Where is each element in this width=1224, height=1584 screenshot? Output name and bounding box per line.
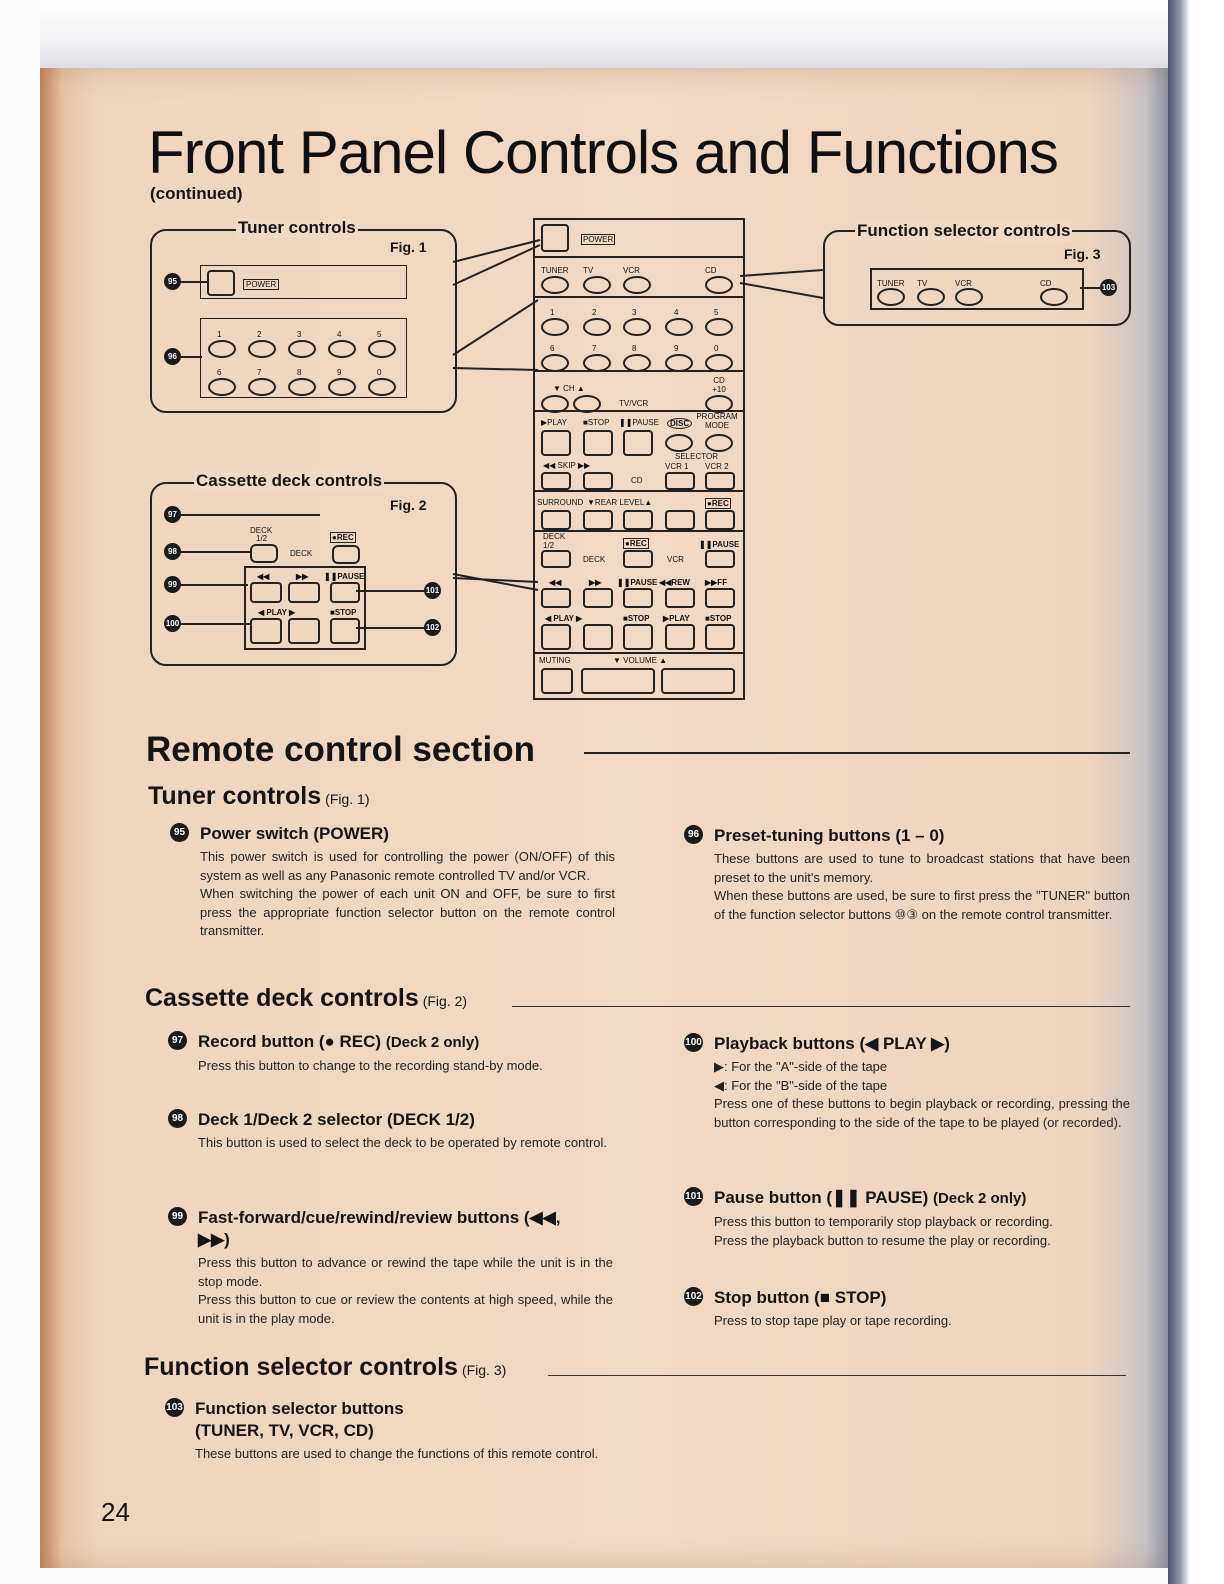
remote-selector-label: TUNER <box>541 266 569 275</box>
item-num: 103 <box>165 1398 184 1417</box>
remote-ch-label: ▼ CH ▲ <box>553 384 585 393</box>
item-title: Power switch (POWER) <box>200 824 389 843</box>
item-num: 100 <box>684 1033 703 1052</box>
item-title-text: Record button (● REC) <box>198 1032 382 1051</box>
item-body: These buttons are used to change the functions of this remote control. <box>195 1446 599 1461</box>
item-num: 98 <box>168 1109 187 1128</box>
item-body: This button is used to select the deck to be operated by remote control. <box>198 1135 608 1150</box>
remote-divider <box>535 296 743 298</box>
remote-cd-stop <box>583 430 613 456</box>
cassette-heading-fig: (Fig. 2) <box>422 993 468 1009</box>
remote-muting-button <box>541 668 573 694</box>
remote-deck-rec-button <box>623 550 653 568</box>
remote-digit-label: 0 <box>714 344 719 353</box>
fig1-label: Fig. 1 <box>390 239 427 255</box>
remote-vcr-ff <box>705 588 735 608</box>
remote-selector-label: SELECTOR <box>675 452 718 461</box>
remote-skip-label: ◀◀ SKIP ▶▶ <box>543 461 591 470</box>
cassette-heading <box>145 984 467 1013</box>
remote-digit-button <box>583 318 611 336</box>
fig3-selector-label: CD <box>1040 279 1052 288</box>
remote-rec-label: ●REC <box>707 499 729 508</box>
item-num: 97 <box>168 1031 187 1050</box>
remote-surround-label: SURROUND <box>537 498 584 507</box>
fig1-digit-label: 6 <box>217 368 222 377</box>
remote-vcr2-button <box>705 472 735 490</box>
fig1-title: Tuner controls <box>238 218 356 237</box>
remote-vcr-pause-button <box>705 550 735 568</box>
fig2-pause-label: ❚❚PAUSE <box>324 572 365 581</box>
remote-digit-button <box>705 318 733 336</box>
remote-play-label: ▶PLAY <box>541 418 568 427</box>
section-rule <box>584 752 1130 754</box>
fig2-deck-label: DECK <box>250 526 273 535</box>
function-heading-text: Function selector controls <box>144 1353 458 1381</box>
remote-disc-button <box>665 434 693 452</box>
fig1-digit-label: 7 <box>257 368 262 377</box>
remote-rew-label: ◀◀ <box>549 578 562 587</box>
cassette-rule <box>512 1006 1130 1007</box>
item-body: Press this button to advance or rewind the tape while the unit is in the stop mode. <box>198 1255 613 1289</box>
remote-vcr-play <box>665 624 695 650</box>
item-96 <box>687 825 1130 924</box>
remote-deck-rew <box>541 588 571 608</box>
fig3-selector-label: TV <box>917 279 928 288</box>
callout-97: 97 <box>164 506 181 523</box>
remote-disc-label: DISC <box>667 418 692 429</box>
remote-power-label: POWER <box>583 235 614 244</box>
item-97 <box>171 1031 613 1076</box>
remote-vcr-stop <box>705 624 735 650</box>
fig1-digit-label: 0 <box>377 368 382 377</box>
item-num: 102 <box>684 1287 703 1306</box>
fig3-title: Function selector controls <box>857 221 1071 240</box>
item-103 <box>166 1398 615 1464</box>
fig1-digit-label: 8 <box>297 368 302 377</box>
remote-volume-down <box>581 668 655 694</box>
item-title-note: (Deck 2 only) <box>932 1190 1027 1207</box>
remote-program-label: PROGRAM MODE <box>696 412 738 430</box>
remote-vcr1-label: VCR 1 <box>665 462 689 471</box>
remote-vcr-play-label: ▶PLAY <box>663 614 690 623</box>
item-title <box>198 1031 613 1054</box>
remote-deck-button <box>541 550 571 568</box>
remote-vcr-label: VCR <box>667 555 684 564</box>
item-102 <box>685 1287 1130 1331</box>
remote-selector-label: CD <box>705 266 717 275</box>
remote-digit-button <box>665 318 693 336</box>
remote-deck-word: DECK <box>583 555 606 564</box>
callout-99: 99 <box>164 576 181 593</box>
fig3-label: Fig. 3 <box>1064 246 1101 262</box>
fig2-deck-sub: 1/2 <box>256 534 268 543</box>
remote-vcr-stop-label: ■STOP <box>705 614 732 623</box>
callout-95: 95 <box>164 273 181 290</box>
remote-digit-label: 8 <box>632 344 637 353</box>
fig1-digit-label: 4 <box>337 330 342 339</box>
remote-digit-button <box>623 318 651 336</box>
fig2-play-label: ◀ PLAY ▶ <box>258 608 296 617</box>
item-body: Press one of these buttons to begin playback or recording, pressing the button corresponding to the side of the tape to be played (or recorded). <box>714 1096 1130 1130</box>
item-title: Deck 1/Deck 2 selector (DECK 1/2) <box>198 1110 475 1129</box>
item-num: 96 <box>684 825 703 844</box>
item-body: These buttons are used to tune to broadcast stations that have been preset to the unit's memory. <box>714 851 1130 885</box>
remote-tvvcr-label: TV/VCR <box>619 399 649 408</box>
fig2-title: Cassette deck controls <box>196 471 383 490</box>
remote-ff-label: ▶▶ <box>589 578 602 587</box>
remote-deck-stop <box>623 624 653 650</box>
fig3-selector-label: VCR <box>955 279 972 288</box>
fig3-selector-label: TUNER <box>877 279 905 288</box>
item-title: Playback buttons (◀ PLAY ▶) <box>714 1034 950 1053</box>
remote-vcr-rew <box>665 588 695 608</box>
fig2-stop-label: ■STOP <box>330 608 357 617</box>
item-num: 101 <box>684 1187 703 1206</box>
item-title: Fast-forward/cue/rewind/review buttons (◀◀, ▶▶) <box>198 1208 561 1249</box>
remote-digit-label: 3 <box>632 308 637 317</box>
remote-volume-up <box>661 668 735 694</box>
remote-cd-label: CD <box>631 476 643 485</box>
remote-deck-play-a <box>583 624 613 650</box>
remote-selector-button <box>623 276 651 294</box>
remote-program-button <box>705 434 733 452</box>
remote-rear-label: ▼REAR LEVEL▲ <box>587 498 653 507</box>
remote-digit-label: 7 <box>592 344 597 353</box>
item-title: Function selector buttons (TUNER, TV, VCR, CD) <box>195 1399 404 1440</box>
item-body-2: Press the playback button to resume the play or recording. <box>714 1232 1051 1248</box>
remote-vcr-rew-label: ◀◀REW <box>659 578 690 587</box>
item-title: Preset-tuning buttons (1 – 0) <box>714 826 945 845</box>
item-num: 95 <box>170 823 189 842</box>
callout-98: 98 <box>164 543 181 560</box>
remote-deck-pause-label: ❚❚PAUSE <box>617 578 658 587</box>
callout-100: 100 <box>164 615 181 632</box>
remote-deck-pause <box>623 588 653 608</box>
remote-pause-label: ❚❚PAUSE <box>619 418 659 427</box>
item-line-2: ◀: For the "B"-side of the tape <box>714 1077 888 1093</box>
fig2-label: Fig. 2 <box>390 497 427 513</box>
item-line-1: ▶: For the "A"-side of the tape <box>714 1059 888 1074</box>
item-101 <box>685 1187 1130 1250</box>
remote-diagram <box>533 218 745 700</box>
remote-selector-button <box>705 276 733 294</box>
item-title <box>714 1187 1130 1210</box>
item-body-2: When switching the power of each unit ON and OFF, be sure to first press the appropriate function selector button on the remote control transmitter. <box>200 886 615 938</box>
item-98 <box>171 1109 613 1153</box>
item-body-2: When these buttons are used, be sure to first press the "TUNER" button of the function selector buttons ⑩③ on the remote control transmitter. <box>714 888 1130 922</box>
remote-stop-label: ■STOP <box>583 418 610 427</box>
function-heading <box>144 1353 506 1382</box>
remote-vcr-rec-a <box>665 510 695 530</box>
item-num: 99 <box>168 1207 187 1226</box>
remote-divider <box>535 490 743 492</box>
remote-digit-label: 4 <box>674 308 679 317</box>
remote-divider <box>535 370 743 372</box>
remote-volume-label: ▼ VOLUME ▲ <box>613 656 668 665</box>
remote-skip-fwd <box>583 472 613 490</box>
item-95 <box>173 823 615 941</box>
item-title-text: Pause button (❚❚ PAUSE) <box>714 1188 929 1207</box>
tuner-heading <box>148 782 370 811</box>
remote-muting-label: MUTING <box>539 656 571 665</box>
remote-selector-button <box>541 276 569 294</box>
tuner-heading-fig: (Fig. 1) <box>325 791 370 807</box>
fig1-digit-label: 2 <box>257 330 262 339</box>
remote-deck-ff <box>583 588 613 608</box>
fig1-digit-label: 3 <box>297 330 302 339</box>
remote-deck-label: DECK 1/2 <box>543 532 566 550</box>
fig1-digit-label: 9 <box>337 368 342 377</box>
cassette-heading-text: Cassette deck controls <box>145 984 419 1012</box>
fig2-ff-label: ▶▶ <box>296 572 309 581</box>
remote-digit-label: 9 <box>674 344 679 353</box>
remote-selector-label: TV <box>583 266 594 275</box>
remote-vcr2-label: VCR 2 <box>705 462 729 471</box>
remote-rear-up <box>623 510 653 530</box>
fig1-power-label: POWER <box>243 279 279 290</box>
remote-digit-label: 2 <box>592 308 597 317</box>
item-99 <box>171 1207 613 1328</box>
fig2-deck-word: DECK <box>290 549 313 558</box>
item-title: Stop button (■ STOP) <box>714 1288 887 1307</box>
remote-vcr-rec-b <box>705 510 735 530</box>
callout-103: 103 <box>1100 279 1117 296</box>
tuner-heading-text: Tuner controls <box>148 782 322 810</box>
remote-digit-button <box>541 318 569 336</box>
remote-vcr-ff-label: ▶▶FF <box>705 578 728 587</box>
remote-rear-down <box>583 510 613 530</box>
remote-deck-play-label: ◀ PLAY ▶ <box>545 614 583 623</box>
item-body-2: Press this button to cue or review the contents at high speed, while the unit is in the play mode. <box>198 1292 613 1326</box>
page-subtitle: (continued) <box>150 184 243 203</box>
callout-102: 102 <box>424 619 441 636</box>
remote-deck-rec-label: ●REC <box>625 539 647 548</box>
item-body: Press this button to temporarily stop playback or recording. <box>714 1214 1053 1229</box>
fig2-rew-label: ◀◀ <box>257 572 270 581</box>
remote-deck-play-b <box>541 624 571 650</box>
remote-vcr-pause-label: ❚❚PAUSE <box>699 540 740 549</box>
item-body: Press this button to change to the recording stand-by mode. <box>198 1058 543 1073</box>
remote-power-button <box>541 224 569 252</box>
item-title-note: (Deck 2 only) <box>385 1034 480 1051</box>
remote-surround-button <box>541 510 571 530</box>
item-body: This power switch is used for controlling the power (ON/OFF) of this system as well as any Panasonic remote controlled TV and/or VCR. <box>200 849 615 883</box>
callout-101: 101 <box>424 582 441 599</box>
remote-selector-button <box>583 276 611 294</box>
remote-selector-label: VCR <box>623 266 640 275</box>
remote-digit-label: 5 <box>714 308 719 317</box>
remote-skip-back <box>541 472 571 490</box>
function-rule <box>548 1375 1126 1376</box>
remote-divider <box>535 256 743 258</box>
remote-cd-play <box>541 430 571 456</box>
remote-cd10-label: CD +10 <box>712 376 726 394</box>
remote-cd-pause <box>623 430 653 456</box>
callout-96: 96 <box>164 348 181 365</box>
fig1-digit-label: 1 <box>217 330 222 339</box>
item-body: Press to stop tape play or tape recording. <box>714 1313 952 1328</box>
remote-digit-label: 6 <box>550 344 555 353</box>
page-title: Front Panel Controls and Functions <box>148 119 1058 186</box>
section-title: Remote control section <box>146 730 535 769</box>
function-heading-fig: (Fig. 3) <box>461 1362 507 1378</box>
fig1-digit-label: 5 <box>377 330 382 339</box>
fig2-rec-label: ●REC <box>332 533 354 542</box>
item-100 <box>685 1033 1130 1132</box>
page-number: 24 <box>101 1497 130 1527</box>
remote-divider <box>535 652 743 654</box>
remote-deck-stop-label: ■STOP <box>623 614 650 623</box>
remote-digit-label: 1 <box>550 308 555 317</box>
remote-vcr1-button <box>665 472 695 490</box>
